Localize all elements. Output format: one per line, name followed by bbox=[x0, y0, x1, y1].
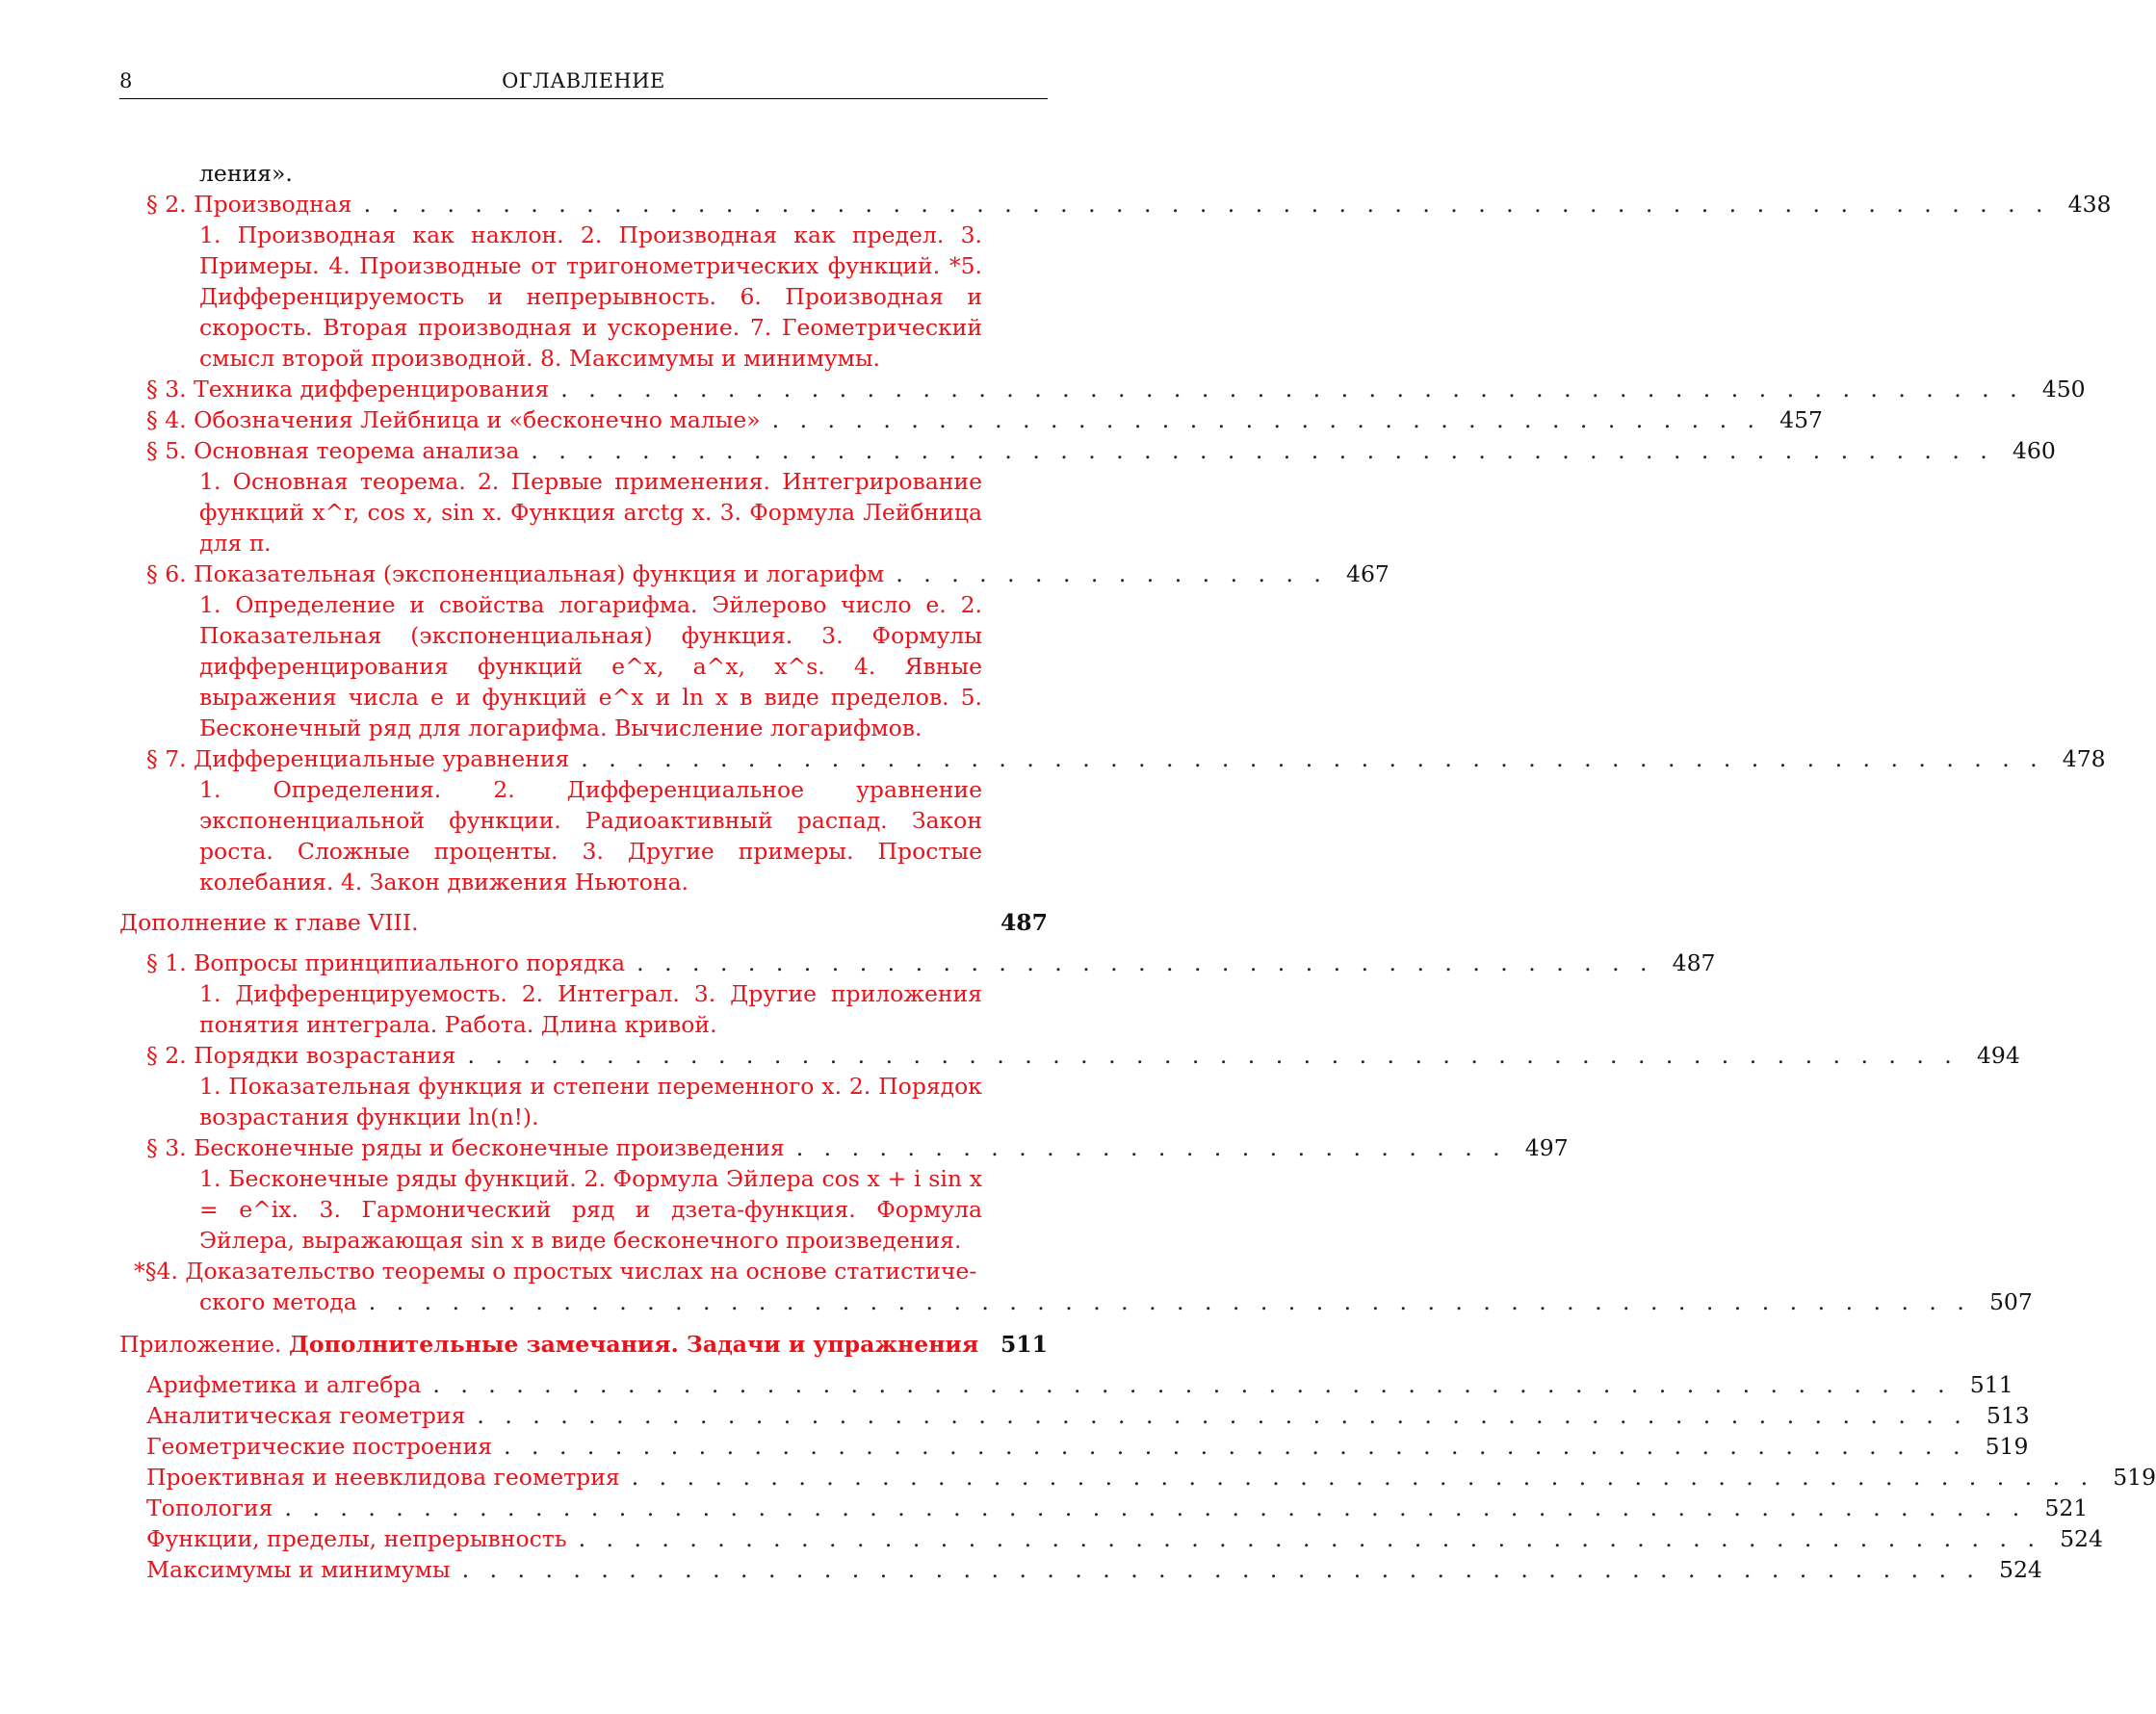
dot-leader: . . . . . . . . . . . . . . . . . . . . . . . . . . . . . . . . . . . . . . . . . . . . . . . . . . . . . bbox=[581, 745, 2044, 772]
toc-entry-page: 457 bbox=[1779, 406, 1824, 433]
toc-entry-title[interactable]: § 6. Показательная (экспоненциальная) функция и логарифм bbox=[146, 560, 885, 587]
dot-leader: . . . . . . . . . . . . . . . . . . . . . . . . . . bbox=[795, 1134, 1507, 1161]
toc-entry-title[interactable]: Максимумы и минимумы bbox=[146, 1556, 451, 1583]
toc-subentries-a2[interactable]: 1. Показательная функция и степени переменного x. 2. Порядок возрастания функции ln(n!). bbox=[199, 1073, 982, 1130]
toc-chapter-title[interactable] bbox=[119, 1329, 1000, 1360]
toc-entry-page: 450 bbox=[2041, 376, 2086, 403]
toc-entry-title[interactable]: Геометрические построения bbox=[146, 1433, 493, 1460]
toc-entry-title[interactable]: Арифметика и алгебра bbox=[146, 1371, 422, 1398]
toc-entry-title[interactable]: Топология bbox=[146, 1494, 273, 1521]
toc-chapter-supplement[interactable] bbox=[119, 1329, 1048, 1360]
toc-entry-s4[interactable] bbox=[119, 404, 1824, 435]
dot-leader: . . . . . . . . . . . . . . . . . . . . . . . . . . . . . . . . . . . . . . . . . . . . . . . . . . . . . . . . . . . . . bbox=[363, 191, 2050, 218]
toc-entry-page: 497 bbox=[1524, 1134, 1569, 1161]
dot-leader: . . . . . . . . . . . . . . . . . . . . . . . . . . . . . . . . . . . . . . . . . . . . . . . . . . . . . . . . . . bbox=[368, 1288, 1971, 1315]
toc-entry-a4[interactable] bbox=[119, 1286, 2033, 1317]
toc-subentries-s2[interactable]: 1. Производная как наклон. 2. Производная как предел. 3. Примеры. 4. Производные от тригонометрических функций. *5. Дифференцируемость и непрерывность. 6. Производная и скорость. Вторая производная и ускорение. 7. Геометрический смысл второй производной. 8. Максимумы и минимумы. bbox=[199, 221, 982, 372]
toc-topic[interactable] bbox=[119, 1431, 2029, 1462]
toc-topic[interactable] bbox=[119, 1493, 2089, 1523]
dot-leader: . . . . . . . . . . . . . . . . bbox=[896, 560, 1328, 587]
toc-entry-page: 507 bbox=[1988, 1288, 2033, 1315]
dot-leader: . . . . . . . . . . . . . . . . . . . . . . . . . . . . . . . . . . . . . . . . . . . . . . . . . . . . . . . . . . . . . . . bbox=[284, 1494, 2027, 1521]
toc-entry-title[interactable]: Функции, пределы, непрерывность bbox=[146, 1525, 567, 1552]
toc-topic[interactable] bbox=[119, 1462, 2156, 1493]
toc-chapter-title[interactable]: Дополнение к главе VIII. bbox=[119, 909, 419, 936]
toc-entry-title[interactable]: ского метода bbox=[199, 1288, 357, 1315]
toc-entry-page: 478 bbox=[2062, 745, 2106, 772]
toc-topic[interactable] bbox=[119, 1554, 2042, 1585]
toc-entry-a2[interactable] bbox=[119, 1040, 2020, 1071]
dot-leader: . . . . . . . . . . . . . . . . . . . . . . . . . . . . . . . . . . . . . . . . . . . . . . . . . . . . . . bbox=[467, 1042, 1959, 1069]
running-title: ОГЛАВЛЕНИЕ bbox=[502, 69, 665, 92]
page-number: 8 bbox=[119, 69, 133, 92]
toc-entry-page: 519 bbox=[2113, 1464, 2156, 1491]
toc-entry-page: 467 bbox=[1346, 560, 1390, 587]
toc-entry-page: 487 bbox=[1672, 949, 1716, 976]
table-of-contents bbox=[119, 158, 2156, 1585]
toc-entry-s6[interactable] bbox=[119, 558, 1390, 589]
toc-entry-title[interactable]: § 3. Техника дифференцирования bbox=[146, 376, 550, 403]
toc-topic[interactable] bbox=[119, 1369, 2013, 1400]
dot-leader: . . . . . . . . . . . . . . . . . . . . . . . . . . . . . . . . . . . . . . . . . . . . . . . . . . . . . bbox=[531, 437, 1994, 464]
toc-entry-title[interactable]: § 4. Обозначения Лейбница и «бесконечно малые» bbox=[146, 406, 761, 433]
toc-entry-title[interactable]: § 7. Дифференциальные уравнения bbox=[146, 745, 570, 772]
toc-entry-page: 460 bbox=[2012, 437, 2056, 464]
toc-entry-page: 519 bbox=[1985, 1433, 2029, 1460]
toc-subentries-s5[interactable]: 1. Основная теорема. 2. Первые применения. Интегрирование функций x^r, cos x, sin x. Функция arctg x. 3. Формула Лейбница для π. bbox=[199, 468, 982, 557]
dot-leader: . . . . . . . . . . . . . . . . . . . . . . . . . . . . . . . . . . . . . bbox=[636, 949, 1654, 976]
dot-leader: . . . . . . . . . . . . . . . . . . . . . . . . . . . . . . . . . . . . . . . . . . . . . . . . . . . . . . bbox=[477, 1402, 1968, 1429]
toc-chapter-appendix-8[interactable] bbox=[119, 907, 1048, 938]
toc-entry-title[interactable]: § 2. Порядки возрастания bbox=[146, 1042, 456, 1069]
toc-entry-s7[interactable] bbox=[119, 743, 2106, 774]
toc-topic[interactable] bbox=[119, 1400, 2030, 1431]
toc-entry-a1[interactable] bbox=[119, 948, 1716, 978]
toc-subentries-s7[interactable]: 1. Определения. 2. Дифференциальное уравнение экспоненциальной функции. Радиоактивный распад. Закон роста. Сложные проценты. 3. Другие примеры. Простые колебания. 4. Закон движения Ньютона. bbox=[199, 776, 982, 896]
toc-entry-s3[interactable] bbox=[119, 374, 2086, 404]
dot-leader: . . . . . . . . . . . . . . . . . . . . . . . . . . . . . . . . . . . . . . . . . . . . . . . . . . . . . bbox=[504, 1433, 1967, 1460]
toc-entry-title[interactable]: § 5. Основная теорема анализа bbox=[146, 437, 520, 464]
toc-entry-title[interactable]: § 2. Производная bbox=[146, 191, 352, 218]
toc-chapter-page: 511 bbox=[1000, 1331, 1048, 1358]
dot-leader: . . . . . . . . . . . . . . . . . . . . . . . . . . . . . . . . . . . . . . . . . . . . . . . . . . . . . bbox=[631, 1464, 2095, 1491]
toc-entry-a3[interactable] bbox=[119, 1132, 1569, 1163]
page-header bbox=[119, 69, 1048, 99]
toc-chapter-page: 487 bbox=[1000, 909, 1048, 936]
toc-entry-page: 521 bbox=[2044, 1494, 2089, 1521]
toc-entry-s5[interactable] bbox=[119, 435, 2056, 466]
toc-subentries-s6[interactable]: 1. Определение и свойства логарифма. Эйлерово число e. 2. Показательная (экспоненциальная) функция. 3. Формулы дифференцирования функций e^x, a^x, x^s. 4. Явные выражения числа e и функций e^x и ln x в виде пределов. 5. Бесконечный ряд для логарифма. Вычисление логарифмов. bbox=[199, 591, 982, 741]
toc-continuation: ления». bbox=[199, 160, 293, 187]
dot-leader: . . . . . . . . . . . . . . . . . . . . . . . . . . . . . . . . . . . . . . . . . . . . . . . . . . . . . bbox=[578, 1525, 2041, 1552]
supplement-prefix: Приложение. bbox=[119, 1331, 282, 1358]
toc-entry-page: 511 bbox=[1969, 1371, 2013, 1398]
toc-entry-page: 438 bbox=[2067, 191, 2112, 218]
toc-entry-page: 524 bbox=[2060, 1525, 2103, 1552]
toc-entry-s2[interactable] bbox=[119, 189, 2112, 220]
toc-entry-page: 494 bbox=[1976, 1042, 2020, 1069]
dot-leader: . . . . . . . . . . . . . . . . . . . . . . . . . . . . . . . . . . . . . . . . . . . . . . . . . . . . . bbox=[560, 376, 2024, 403]
toc-entry-a4-line1[interactable]: *§4. Доказательство теоремы о простых числах на основе статистиче- bbox=[134, 1258, 977, 1285]
toc-subentries-a3[interactable]: 1. Бесконечные ряды функций. 2. Формула Эйлера cos x + i sin x = e^ix. 3. Гармонический ряд и дзета-функция. Формула Эйлера, выражающая sin x в виде бесконечного произведения. bbox=[199, 1165, 982, 1254]
toc-entry-title[interactable]: Аналитическая геометрия bbox=[146, 1402, 466, 1429]
toc-subentries-a1[interactable]: 1. Дифференцируемость. 2. Интеграл. 3. Другие приложения понятия интеграла. Работа. Длина кривой. bbox=[199, 980, 982, 1038]
toc-entry-title[interactable]: § 3. Бесконечные ряды и бесконечные произведения bbox=[146, 1134, 785, 1161]
toc-entry-title[interactable]: § 1. Вопросы принципиального порядка bbox=[146, 949, 626, 976]
dot-leader: . . . . . . . . . . . . . . . . . . . . . . . . . . . . . . . . . . . . . . . . . . . . . . . . . . . . . . . bbox=[432, 1371, 1952, 1398]
toc-entry-page: 524 bbox=[1999, 1556, 2042, 1583]
toc-topic[interactable] bbox=[119, 1523, 2103, 1554]
toc-entry-page: 513 bbox=[1986, 1402, 2030, 1429]
toc-entry-title[interactable]: Проективная и неевклидова геометрия bbox=[146, 1464, 620, 1491]
dot-leader: . . . . . . . . . . . . . . . . . . . . . . . . . . . . . . . . . . . . . . . . . . . . . . . . . . . . . . . bbox=[461, 1556, 1981, 1583]
supplement-title: Дополнительные замечания. Задачи и упражнения bbox=[289, 1331, 979, 1358]
dot-leader: . . . . . . . . . . . . . . . . . . . . . . . . . . . . . . . . . . . . bbox=[771, 406, 1762, 433]
